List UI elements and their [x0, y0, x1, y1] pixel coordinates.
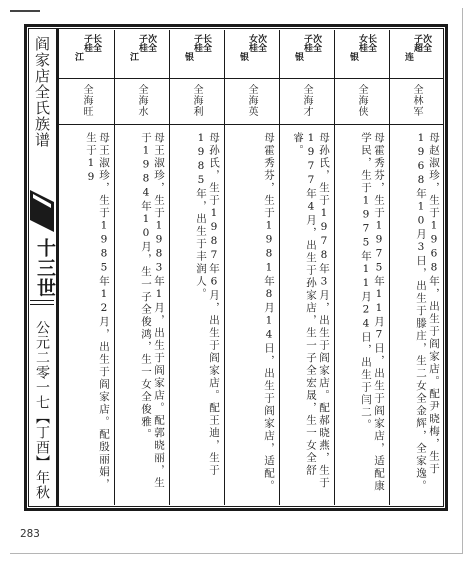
- generation-label: 十三世: [34, 238, 56, 298]
- name-cell: [389, 84, 444, 122]
- person-detail: 母孙氏，生于1987年6月，出生于阎家店。配王迪，生于1985年，出生于丰润人。: [195, 132, 220, 477]
- person-name: 全林军: [411, 84, 422, 117]
- person-name: 全海英: [246, 84, 257, 117]
- relation-text: 次全: [421, 34, 431, 52]
- person-name: 全海才: [301, 84, 312, 117]
- relation-text: 子桂: [137, 34, 147, 52]
- name-cell: [169, 84, 224, 122]
- fishtail-mark: [30, 190, 54, 232]
- person-detail: 母孙氏，生于1978年3月，出生于阎家店。配郝晓燕，生于1977年4月，出生于孙家店，生一子全宏晟，生一女全舒睿。: [292, 132, 330, 490]
- relation-text: 银: [183, 52, 193, 61]
- spine-rule: [30, 300, 54, 301]
- person-name: 全海旺: [81, 84, 92, 117]
- relation-text: 银: [238, 52, 248, 61]
- person-detail: 母王淑珍，生于1983年1月，出生于阎家店。配郭晓丽，生于1984年10月，生一子全俊鸿，生一女全俊雅。: [140, 132, 165, 490]
- relation-cell: [169, 34, 224, 76]
- name-cell: [279, 84, 334, 122]
- relation-text: 连: [403, 52, 413, 61]
- name-cell: [59, 84, 114, 122]
- genealogy-table: [59, 30, 444, 505]
- relation-cell: [334, 34, 389, 76]
- page-number: 283: [20, 527, 40, 540]
- spine-rule: [30, 304, 54, 305]
- person-detail: 母霍秀芬，生于1981年8月14日，出生于阎家店，适配。: [263, 132, 275, 493]
- relation-text: 子桂: [302, 34, 312, 52]
- relation-text: 长全: [91, 34, 101, 52]
- person-detail: 母赵淑珍，生于1968年，出生于阎家店。配尹晓梅，生于1968年10月3日，出生于滕庄，生二女全金辉，全家逸。: [415, 132, 440, 493]
- book-title: 阎家店全氏族谱: [33, 36, 51, 148]
- corner-mark: [10, 10, 40, 12]
- relation-cell: [114, 34, 169, 76]
- relation-text: 次全: [146, 34, 156, 52]
- relation-text: 次全: [256, 34, 266, 52]
- person-name: 全海利: [191, 84, 202, 117]
- relation-text: 子超: [412, 34, 422, 52]
- row-divider: [59, 124, 444, 125]
- relation-text: 女桂: [247, 34, 257, 52]
- relation-text: 江: [128, 52, 138, 61]
- relation-text: 子桂: [82, 34, 92, 52]
- year-label: 公元二零一七【丁酉】年秋: [34, 320, 50, 500]
- relation-cell: [279, 34, 334, 76]
- relation-cell: [224, 34, 279, 76]
- person-name: 全海侠: [356, 84, 367, 117]
- relation-text: 子桂: [192, 34, 202, 52]
- relation-text: 女桂: [357, 34, 367, 52]
- relation-cell: [59, 34, 114, 76]
- row-divider: [59, 78, 444, 79]
- person-detail: 母王淑珍，生于1985年12月，出生于阎家店。配殷丽娟，生于19: [85, 132, 110, 491]
- name-cell: [224, 84, 279, 122]
- relation-text: 银: [293, 52, 303, 61]
- person-name: 全海水: [136, 84, 147, 117]
- relation-text: 银: [348, 52, 358, 61]
- relation-text: 江: [73, 52, 83, 61]
- relation-cell: [389, 34, 444, 76]
- person-detail: 母霍秀芬，生于1975年11月7日，出生于阎家店，适配康学民，生于1975年11月24日，出生于闫二。: [360, 132, 385, 493]
- relation-text: 长全: [366, 34, 376, 52]
- relation-text: 次全: [311, 34, 321, 52]
- name-cell: [114, 84, 169, 122]
- relation-text: 长全: [201, 34, 211, 52]
- name-cell: [334, 84, 389, 122]
